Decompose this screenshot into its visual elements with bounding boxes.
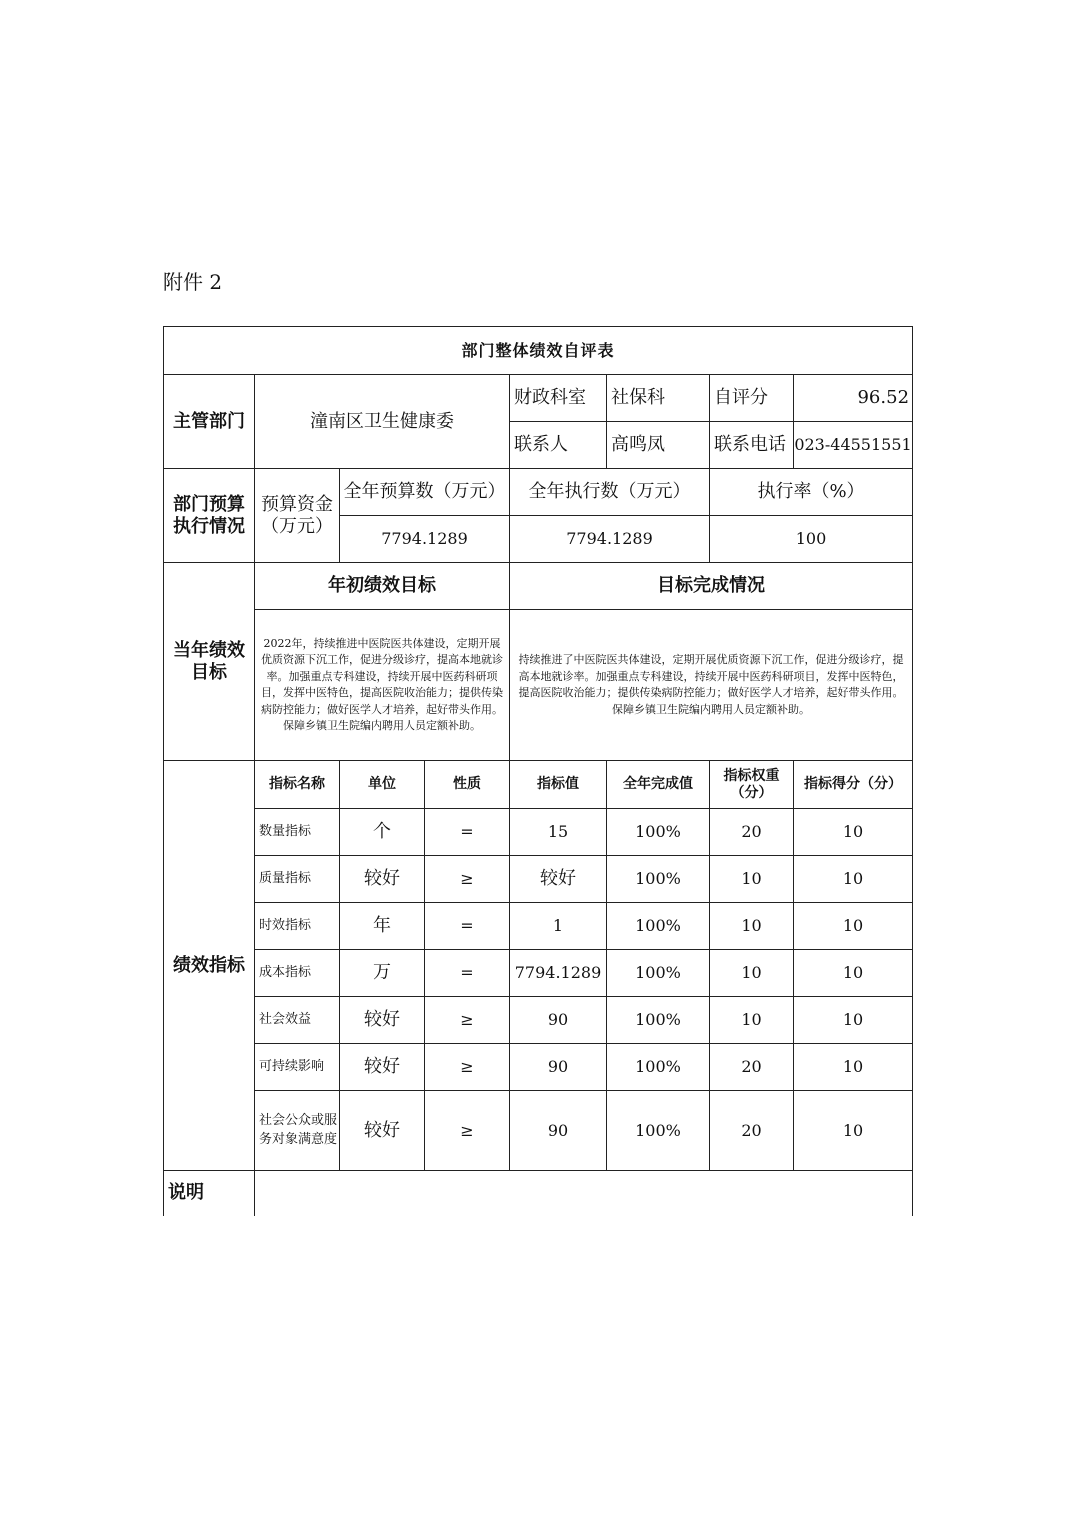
indicator-weight: 10 (710, 856, 794, 903)
indicator-header: 指标权重（分） (710, 761, 794, 809)
annual-exec-label: 全年执行数（万元） (510, 469, 710, 516)
completion-text: 持续推进了中医院医共体建设，定期开展优质资源下沉工作，促进分级诊疗，提高本地就诊率。加强重点专科建设，持续开展中医药科研项目，发挥中医特色，提高医院收治能力；提供传染病防控能力；做好医学人才培养，起好带头作用。保障乡镇卫生院编内聘用人员定额补助。 (510, 610, 913, 761)
indicator-value: 较好 (510, 856, 607, 903)
indicator-nature: = (425, 950, 510, 997)
annual-exec-value: 7794.1289 (510, 516, 710, 563)
indicator-header: 指标得分（分） (794, 761, 913, 809)
self-score-label: 自评分 (710, 375, 794, 422)
phone-label: 联系电话 (710, 422, 794, 469)
indicator-completion: 100% (607, 903, 710, 950)
self-score-value: 96.52 (794, 375, 913, 422)
annual-budget-label: 全年预算数（万元） (340, 469, 510, 516)
attachment-label: 附件 2 (163, 270, 223, 294)
indicator-completion: 100% (607, 997, 710, 1044)
table-row (164, 856, 913, 903)
goals-label: 当年绩效目标 (164, 563, 255, 761)
indicator-weight: 10 (710, 997, 794, 1044)
indicator-score: 10 (794, 1091, 913, 1171)
initial-goals-text: 2022年，持续推进中医院医共体建设，定期开展优质资源下沉工作，促进分级诊疗，提高本地就诊率。加强重点专科建设，持续开展中医药科研项目，发挥中医特色，提高医院收治能力；提供传染病防控能力；做好医学人才培养，起好带头作用。保障乡镇卫生院编内聘用人员定额补助。 (255, 610, 510, 761)
exec-rate-label: 执行率（%） (710, 469, 913, 516)
indicator-value: 90 (510, 1044, 607, 1091)
phone-value: 023-44551551 (794, 422, 913, 469)
indicator-completion: 100% (607, 950, 710, 997)
indicator-score: 10 (794, 856, 913, 903)
indicator-nature: ≥ (425, 1091, 510, 1171)
table-row (164, 950, 913, 997)
indicator-completion: 100% (607, 1091, 710, 1171)
dept-label: 主管部门 (164, 375, 255, 469)
indicator-header: 指标值 (510, 761, 607, 809)
indicator-score: 10 (794, 809, 913, 856)
indicators-label: 绩效指标 (164, 761, 255, 1171)
indicator-score: 10 (794, 903, 913, 950)
dept-value: 潼南区卫生健康委 (255, 375, 510, 469)
table-row (164, 903, 913, 950)
indicator-name: 数量指标 (255, 809, 340, 856)
indicator-header: 全年完成值 (607, 761, 710, 809)
annual-budget-value: 7794.1289 (340, 516, 510, 563)
contact-value: 高鸣凤 (607, 422, 710, 469)
indicator-unit: 较好 (340, 997, 425, 1044)
indicator-name: 质量指标 (255, 856, 340, 903)
table-row (164, 1044, 913, 1091)
contact-label: 联系人 (510, 422, 607, 469)
indicator-header: 性质 (425, 761, 510, 809)
budget-funds-label: 预算资金（万元） (255, 469, 340, 563)
indicator-name: 成本指标 (255, 950, 340, 997)
indicator-unit: 个 (340, 809, 425, 856)
table-row (164, 809, 913, 856)
initial-goals-header: 年初绩效目标 (255, 563, 510, 610)
indicator-unit: 较好 (340, 1044, 425, 1091)
indicator-value: 15 (510, 809, 607, 856)
indicator-score: 10 (794, 950, 913, 997)
indicator-completion: 100% (607, 1044, 710, 1091)
completion-header: 目标完成情况 (510, 563, 913, 610)
indicator-header: 指标名称 (255, 761, 340, 809)
indicator-weight: 10 (710, 950, 794, 997)
indicator-weight: 20 (710, 1091, 794, 1171)
indicator-unit: 较好 (340, 856, 425, 903)
finance-office-label: 财政科室 (510, 375, 607, 422)
performance-evaluation-table (163, 326, 913, 1216)
indicator-weight: 10 (710, 903, 794, 950)
indicator-weight: 20 (710, 1044, 794, 1091)
exec-rate-value: 100 (710, 516, 913, 563)
table-title: 部门整体绩效自评表 (164, 327, 913, 375)
indicator-name: 社会效益 (255, 997, 340, 1044)
table-row (164, 997, 913, 1044)
indicator-score: 10 (794, 997, 913, 1044)
finance-office-value: 社保科 (607, 375, 710, 422)
indicator-name: 时效指标 (255, 903, 340, 950)
indicator-nature: ≥ (425, 856, 510, 903)
indicator-weight: 20 (710, 809, 794, 856)
indicator-completion: 100% (607, 856, 710, 903)
indicator-nature: ≥ (425, 1044, 510, 1091)
indicator-nature: = (425, 903, 510, 950)
indicator-nature: = (425, 809, 510, 856)
notes-value (255, 1171, 913, 1216)
indicator-value: 90 (510, 997, 607, 1044)
indicator-unit: 年 (340, 903, 425, 950)
indicator-value: 1 (510, 903, 607, 950)
indicator-score: 10 (794, 1044, 913, 1091)
indicator-unit: 万 (340, 950, 425, 997)
indicator-name: 可持续影响 (255, 1044, 340, 1091)
indicator-completion: 100% (607, 809, 710, 856)
indicator-unit: 较好 (340, 1091, 425, 1171)
indicator-value: 7794.1289 (510, 950, 607, 997)
indicator-name: 社会公众或服务对象满意度 (255, 1091, 340, 1171)
indicator-nature: ≥ (425, 997, 510, 1044)
notes-label: 说明 (164, 1171, 255, 1216)
indicator-value: 90 (510, 1091, 607, 1171)
indicator-header: 单位 (340, 761, 425, 809)
table-row (164, 1091, 913, 1171)
budget-label: 部门预算执行情况 (164, 469, 255, 563)
